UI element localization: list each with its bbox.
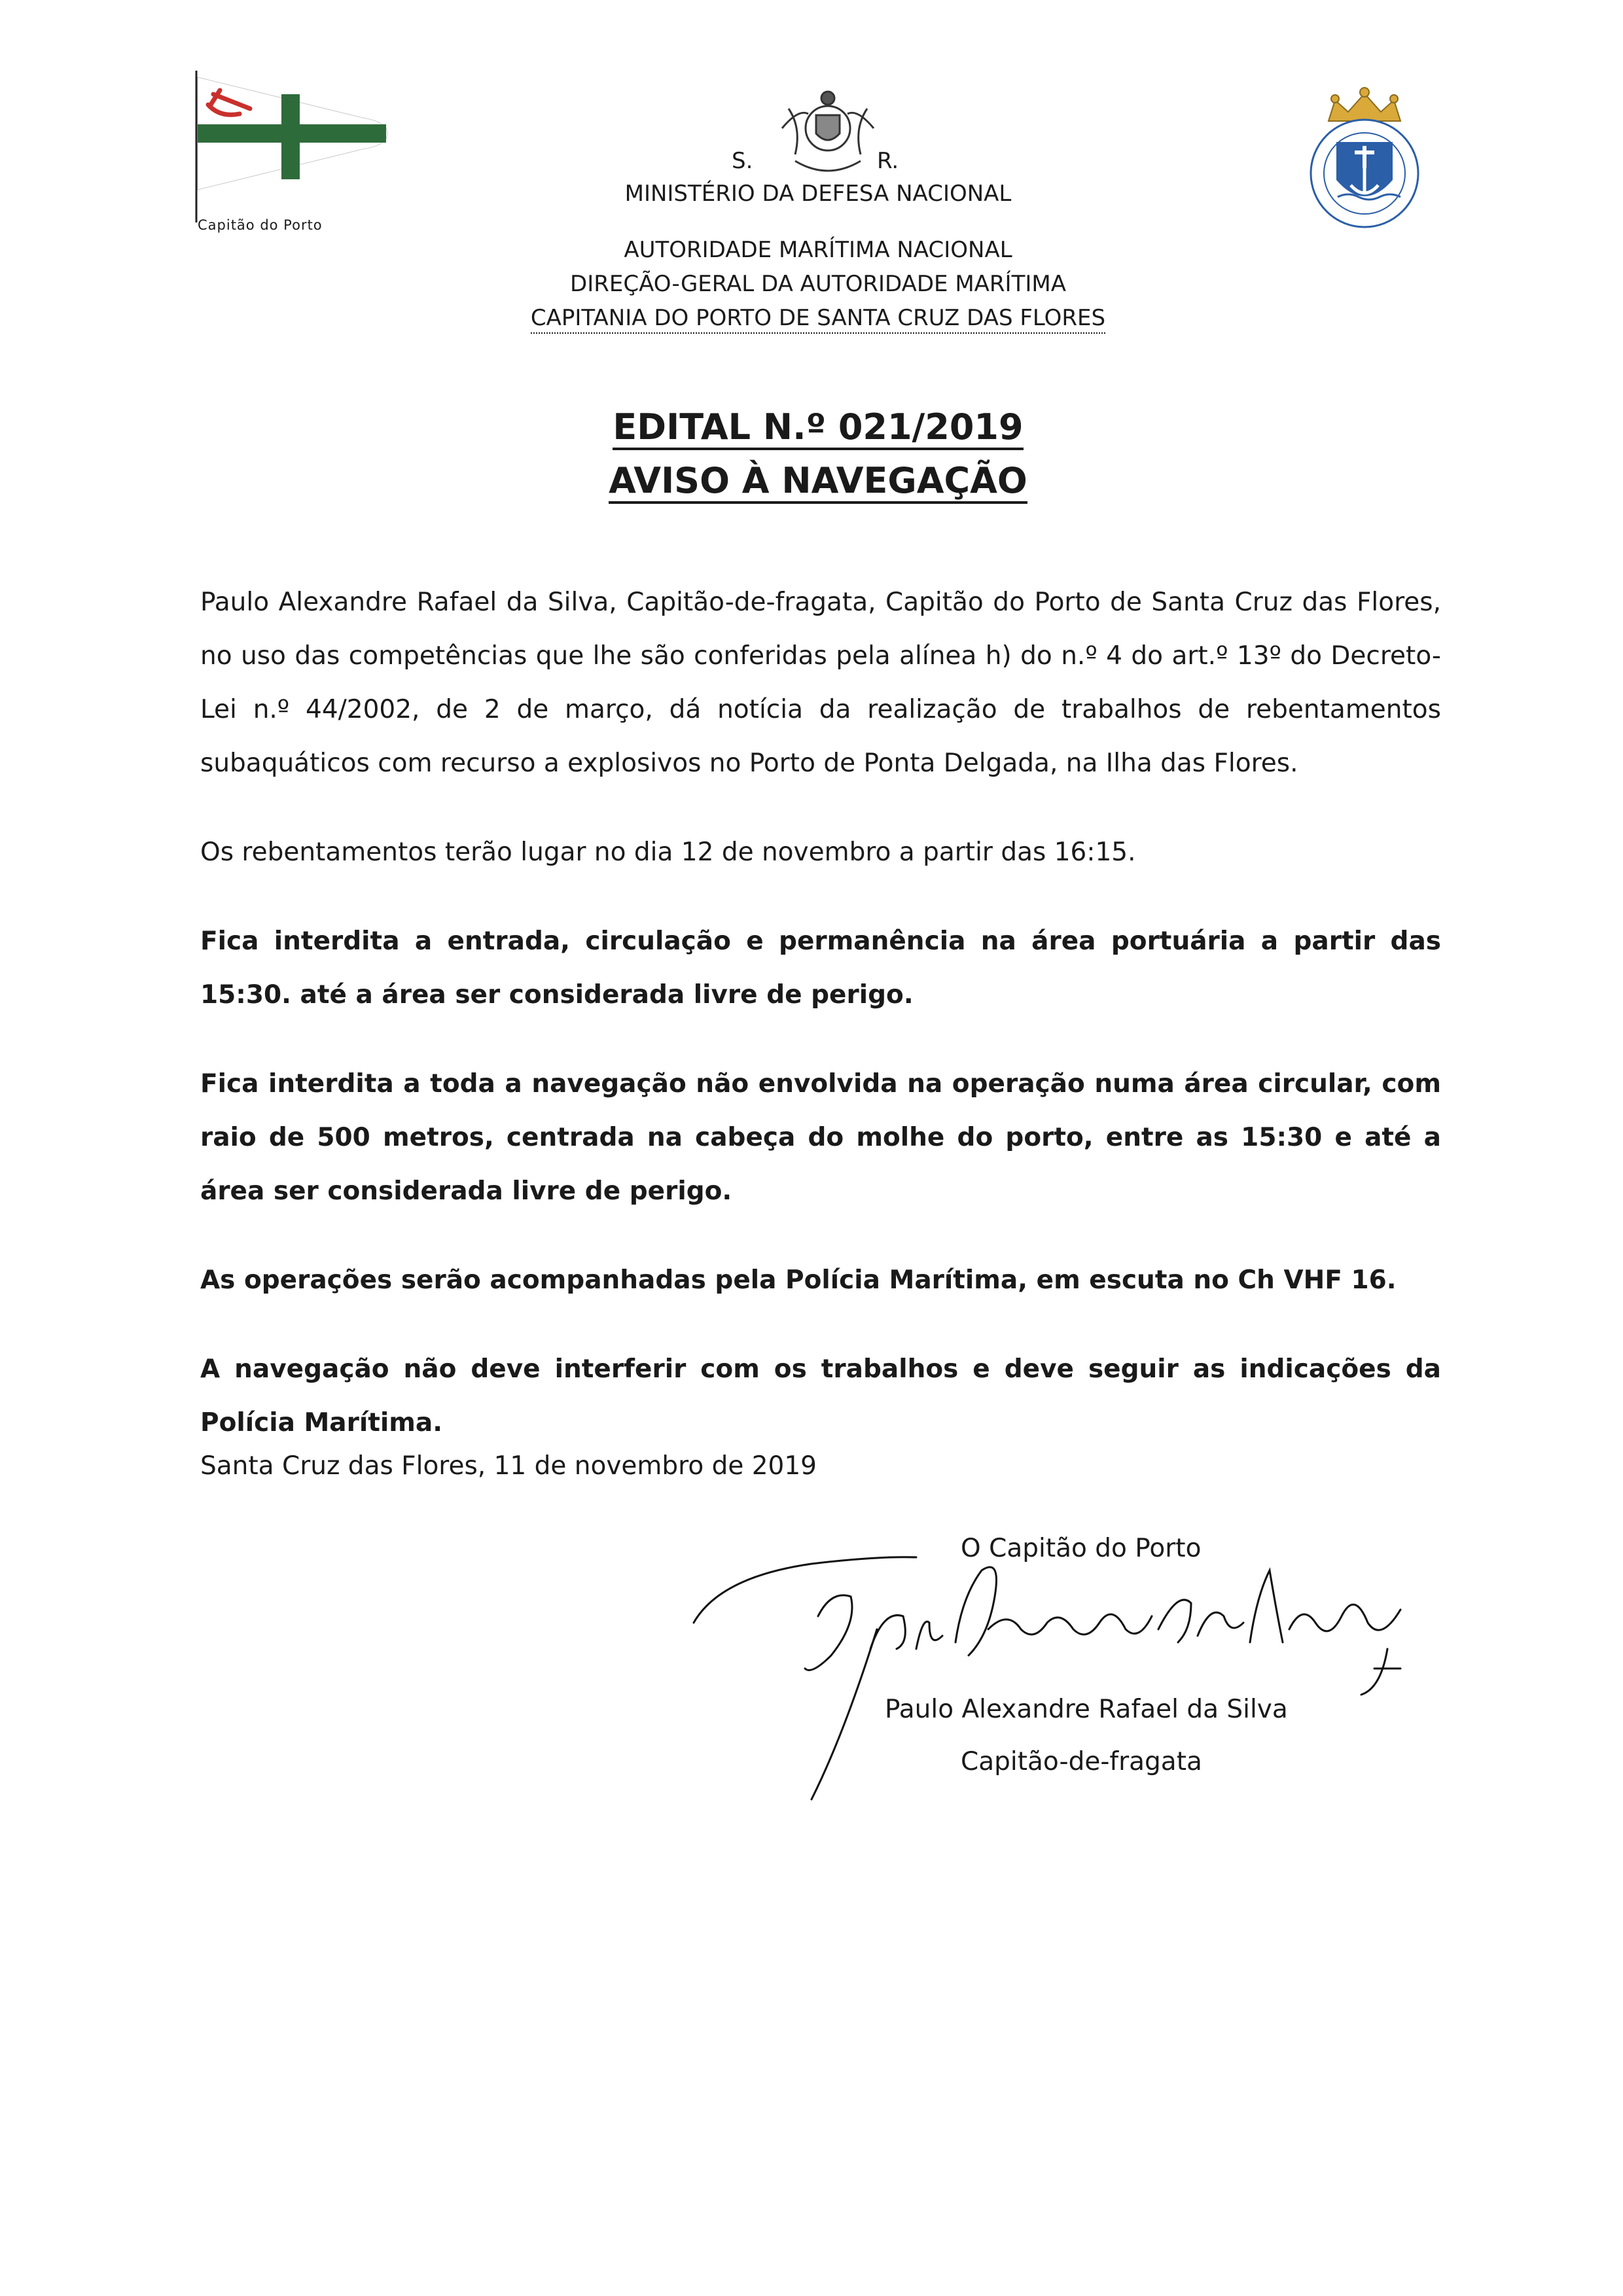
paragraph-police: As operações serão acompanhadas pela Polícia Marítima, em escuta no Ch VHF 16.	[200, 1265, 1397, 1295]
edital-number: EDITAL N.º 021/2019	[613, 406, 1023, 450]
notice-heading: AVISO À NAVEGAÇÃO	[609, 460, 1027, 504]
authority-block	[0, 233, 1623, 335]
document-title	[0, 400, 1623, 508]
coat-of-arms-icon	[769, 82, 887, 187]
signatory-rank: Capitão-de-fragata	[961, 1747, 1202, 1776]
paragraph-instructions: A navegação não deve interferir com os trabalhos e deve seguir as indicações da Polícia Marítima.	[200, 1354, 1441, 1438]
sr-left: S.	[732, 148, 753, 174]
paragraph-schedule: Os rebentamentos terão lugar no dia 12 de novembro a partir das 16:15.	[200, 838, 1136, 867]
signature-title: O Capitão do Porto	[961, 1534, 1202, 1563]
paragraph-intro: Paulo Alexandre Rafael da Silva, Capitão-de-fragata, Capitão do Porto de Santa Cruz das Flores, no uso das competências que lhe são conferidas pela alínea h) do n.º 4 do art.º 13º do Decreto-Lei n.º 44/2002, de 2 de março, dá notícia da realização de trabalhos de rebentamentos subaquáticos com recurso a explosivos no Porto de Ponta Delgada, na Ilha das Flores.	[200, 588, 1441, 778]
directorate-line: DIREÇÃO-GERAL DA AUTORIDADE MARÍTIMA	[570, 271, 1066, 297]
signatory-name: Paulo Alexandre Rafael da Silva	[885, 1695, 1288, 1724]
sr-right: R.	[877, 148, 899, 174]
document-body	[200, 576, 1441, 1485]
captaincy-line: CAPITANIA DO PORTO DE SANTA CRUZ DAS FLORES	[531, 304, 1105, 334]
date-line: Santa Cruz das Flores, 11 de novembro de 2019	[200, 1451, 817, 1481]
paragraph-port-restriction: Fica interdita a entrada, circulação e permanência na área portuária a partir das 15:30. até a área ser considerada livre de perigo.	[200, 927, 1441, 1010]
flag-caption: Capitão do Porto	[198, 217, 323, 233]
ministry-heading: MINISTÉRIO DA DEFESA NACIONAL	[624, 181, 1012, 207]
paragraph-navigation-restriction: Fica interdita a toda a navegação não envolvida na operação numa área circular, com raio de 500 metros, centrada na cabeça do molhe do porto, entre as 15:30 e até a área ser considerada livre de perigo.	[200, 1069, 1441, 1206]
authority-line: AUTORIDADE MARÍTIMA NACIONAL	[624, 237, 1012, 263]
captaincy-seal-icon	[1296, 82, 1433, 232]
